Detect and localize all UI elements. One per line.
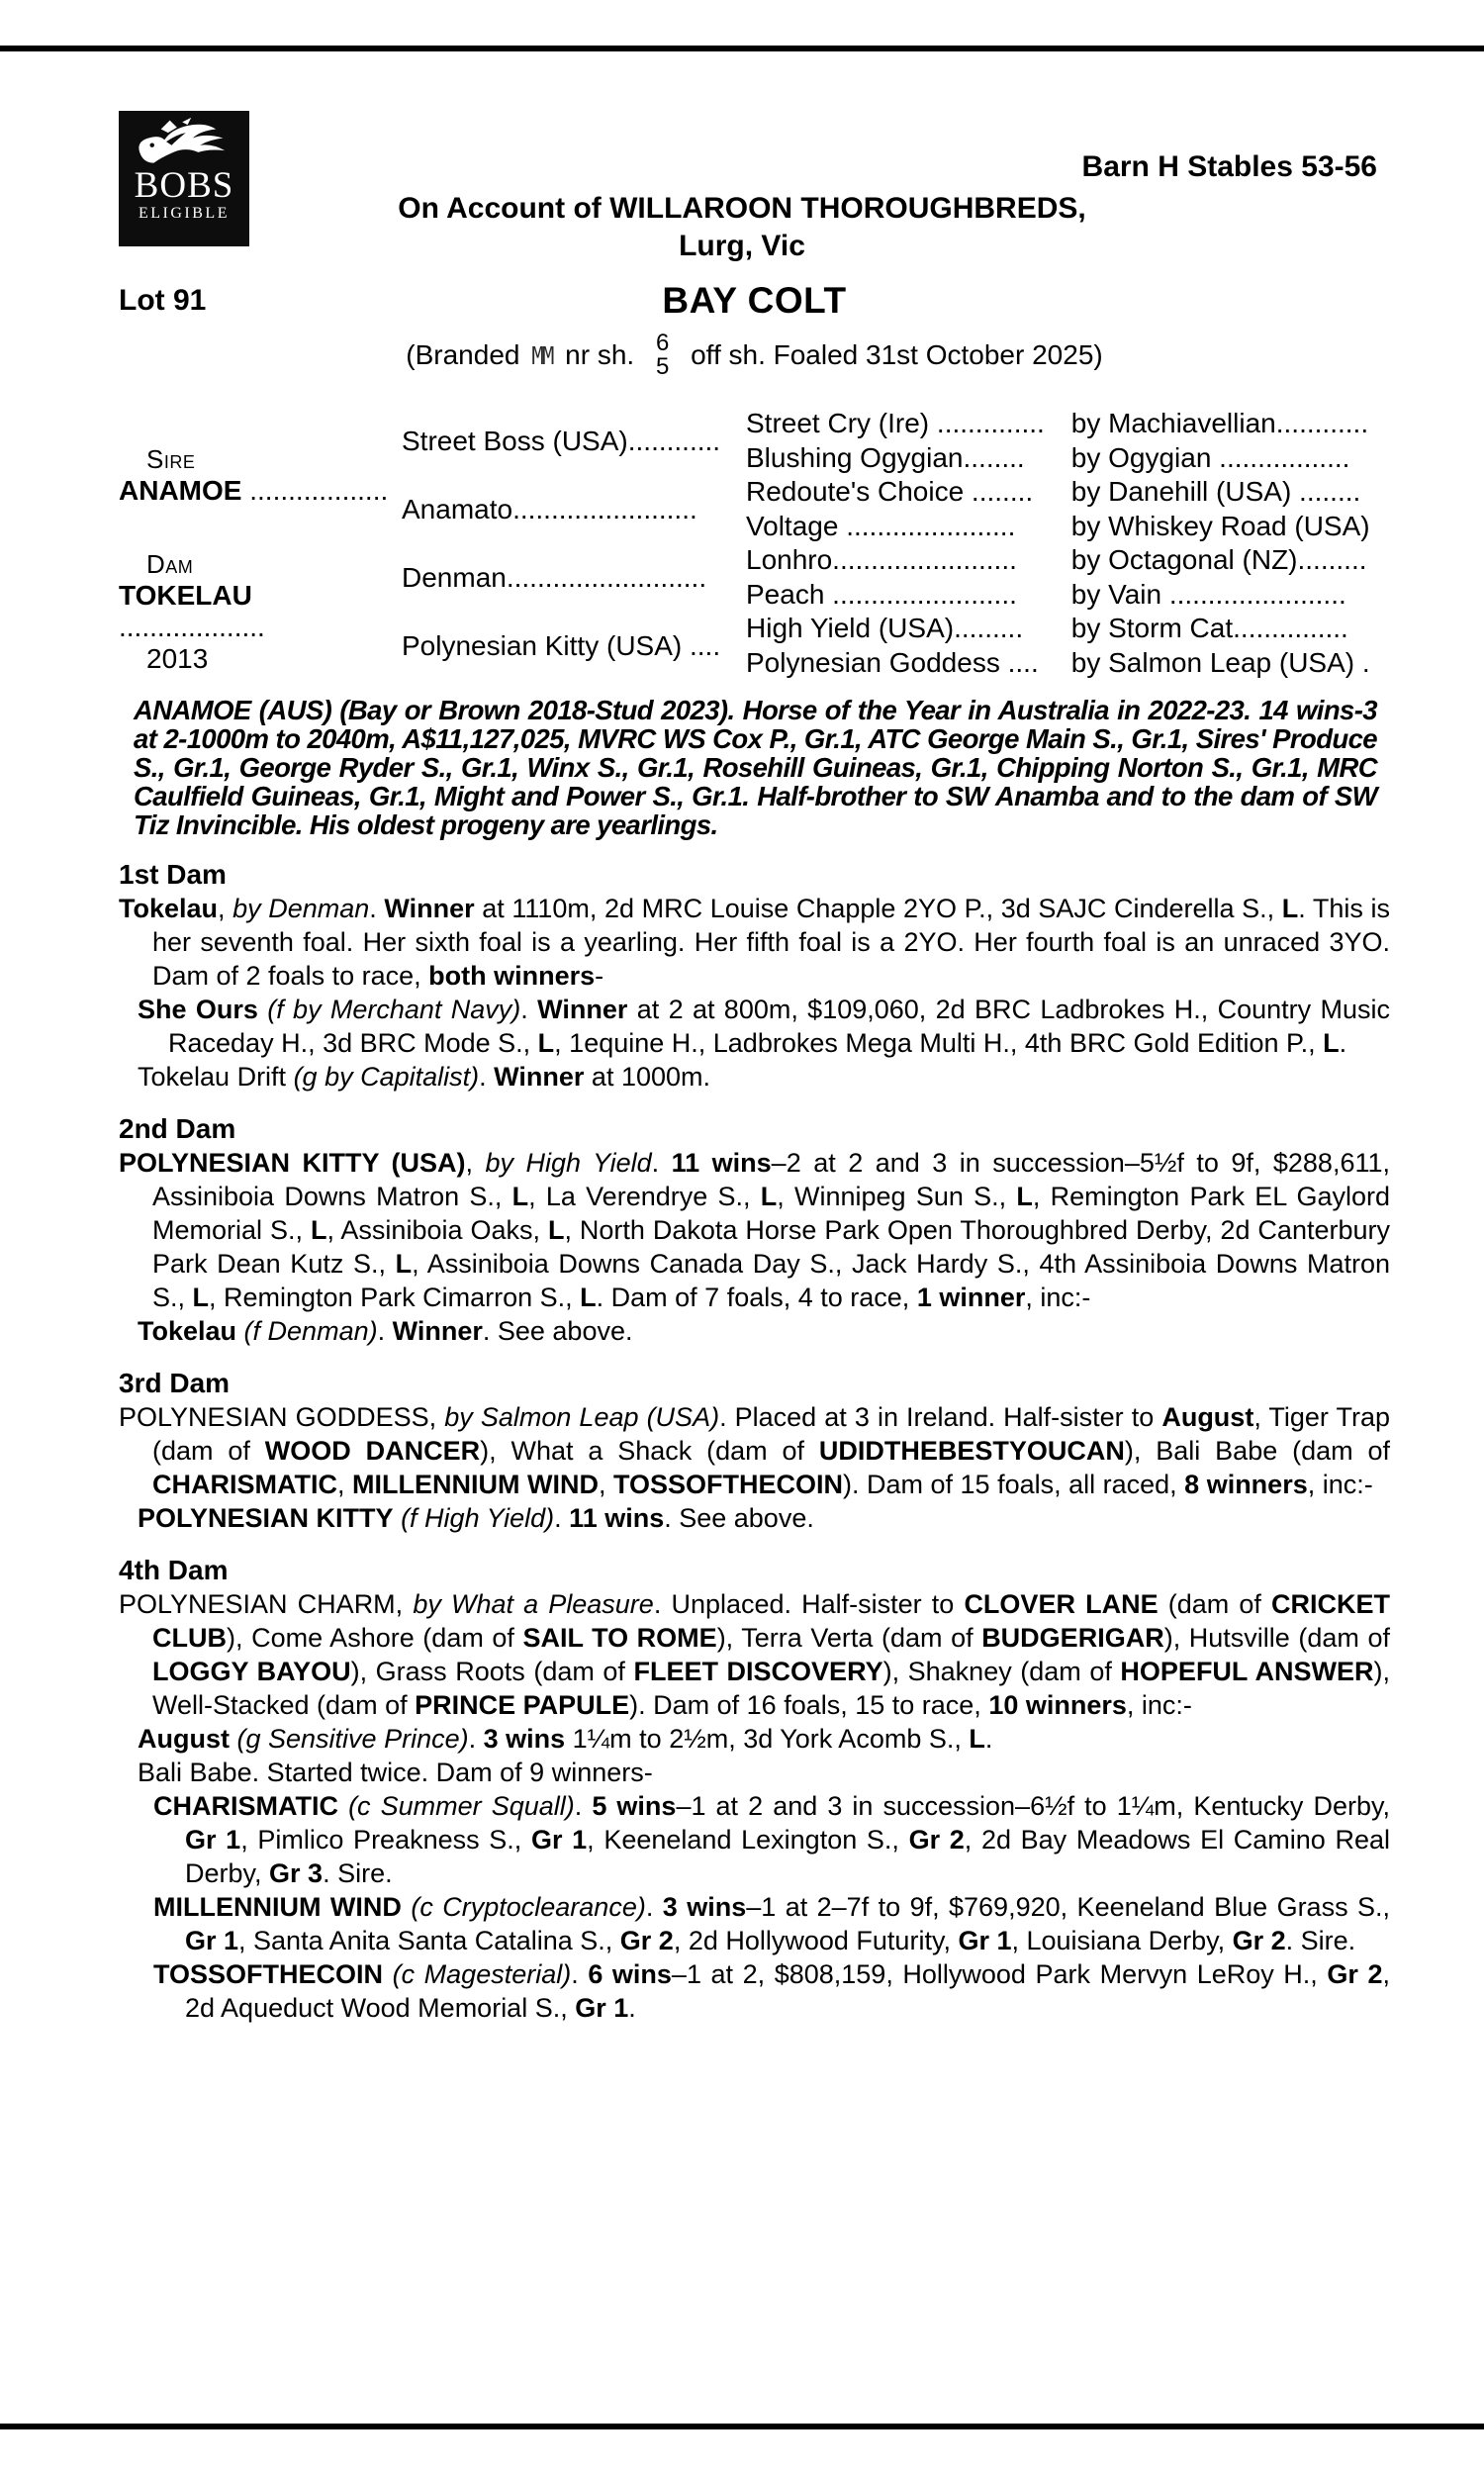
text-segment: ), Well-Stacked (dam of bbox=[152, 1657, 1390, 1720]
pedigree-parent: Denman.......................... bbox=[402, 561, 707, 593]
text-segment: Tokelau bbox=[119, 894, 219, 923]
text-segment: . Sire. bbox=[1285, 1926, 1356, 1955]
great-grandsire-name: by Ogygian ................. bbox=[1070, 441, 1350, 473]
pedigree-row bbox=[746, 475, 1390, 510]
text-segment: ), Grass Roots (dam of bbox=[350, 1657, 634, 1686]
pedigree-table bbox=[119, 407, 1390, 680]
vendor-account-line: On Account of WILLAROON THOROUGHBREDS, bbox=[398, 192, 1086, 225]
text-segment: Gr 2 bbox=[1232, 1926, 1286, 1955]
text-segment: Winner bbox=[537, 995, 628, 1024]
text-segment: . See above. bbox=[664, 1503, 814, 1533]
text-segment: TOSSOFTHECOIN bbox=[153, 1959, 384, 1989]
text-segment: L bbox=[511, 1182, 529, 1211]
text-segment: , 1equine H., Ladbrokes Mega Multi H., 4th BRC Gold Edition P., bbox=[554, 1028, 1324, 1058]
text-segment: - bbox=[595, 961, 604, 991]
text-segment: . This is her seventh foal. Her sixth foal is a yearling. Her fifth foal is a 2YO. Her fourth foal is an unraced 3YO. Dam of 2 foals to race, bbox=[152, 894, 1390, 991]
pedigree-paragraph bbox=[119, 1314, 1390, 1348]
text-segment: . Unplaced. Half-sister to bbox=[653, 1589, 965, 1619]
pedigree-row bbox=[746, 612, 1390, 646]
text-segment: (f by Merchant Navy) bbox=[267, 995, 521, 1024]
text-segment: 5 wins bbox=[592, 1791, 677, 1821]
text-segment: , Remington Park EL Gaylord Memorial S., bbox=[152, 1182, 1391, 1245]
text-segment: POLYNESIAN KITTY (USA) bbox=[119, 1148, 466, 1178]
great-grandsire-name: by Octagonal (NZ)......... bbox=[1070, 544, 1367, 576]
horse-head-icon bbox=[119, 117, 249, 168]
text-segment: ), What a Shack (dam of bbox=[480, 1436, 819, 1466]
pedigree-parent: Street Boss (USA)............ bbox=[402, 425, 721, 456]
text-segment: CRICKET CLUB bbox=[152, 1589, 1390, 1653]
text-segment: L bbox=[1323, 1028, 1340, 1058]
logo-text-bobs: BOBS bbox=[134, 165, 234, 206]
bobs-eligible-logo bbox=[119, 111, 249, 246]
text-segment: –1 at 2 and 3 in succession–6½f to 1¼m, Kentucky Derby, bbox=[676, 1791, 1390, 1821]
text-segment: –1 at 2, $808,159, Hollywood Park Mervyn LeRoy H., bbox=[671, 1959, 1328, 1989]
pedigree-row bbox=[746, 407, 1390, 441]
pedigree-paragraph bbox=[119, 1756, 1390, 1789]
text-segment: LOGGY BAYOU bbox=[152, 1657, 351, 1686]
text-segment: TOSSOFTHECOIN bbox=[612, 1470, 844, 1499]
great-grandsire-name: by Storm Cat............... bbox=[1070, 613, 1348, 644]
text-segment: ), Come Ashore (dam of bbox=[227, 1623, 523, 1653]
text-segment: . Placed at 3 in Ireland. Half-sister to bbox=[719, 1402, 1162, 1432]
pedigree-paragraph bbox=[119, 1722, 1390, 1756]
text-segment: Winner bbox=[494, 1062, 585, 1092]
text-segment: CHARISMATIC bbox=[152, 1470, 337, 1499]
text-segment: , Assiniboia Downs Canada Day S., Jack Hardy S., 4th Assiniboia Downs Matron S., bbox=[152, 1249, 1390, 1312]
pedigree-paragraph bbox=[119, 1957, 1390, 2025]
sire-label: Sire bbox=[146, 443, 196, 474]
text-segment: MILLENNIUM WIND bbox=[352, 1470, 599, 1499]
text-segment: L bbox=[537, 1028, 555, 1058]
text-segment: ), Terra Verta (dam of bbox=[716, 1623, 982, 1653]
sire-dots: .................. bbox=[241, 474, 389, 506]
dam-name-line bbox=[119, 580, 402, 643]
branding-foaling-line bbox=[119, 332, 1390, 393]
sire-name-line bbox=[119, 475, 402, 507]
text-segment bbox=[258, 995, 267, 1024]
pedigree-paragraph bbox=[119, 892, 1390, 993]
text-segment: , 2d Aqueduct Wood Memorial S., bbox=[185, 1959, 1391, 2023]
text-segment: She Ours bbox=[138, 995, 258, 1024]
text-segment: ), Shakney (dam of bbox=[882, 1657, 1121, 1686]
grandparent-name: Lonhro........................ bbox=[746, 544, 1017, 576]
text-segment: BUDGERIGAR bbox=[981, 1623, 1164, 1653]
pedigree-row bbox=[746, 543, 1390, 578]
text-segment: L bbox=[1016, 1182, 1033, 1211]
text-segment: 11 wins bbox=[569, 1503, 665, 1533]
text-segment: 6 wins bbox=[588, 1959, 672, 1989]
text-segment: (dam of bbox=[1158, 1589, 1271, 1619]
text-segment: Winner bbox=[392, 1316, 483, 1346]
sire-name: ANAMOE bbox=[119, 474, 242, 506]
text-segment: Gr 1 bbox=[185, 1825, 241, 1855]
dam-foaling-year: 2013 bbox=[146, 642, 209, 674]
text-segment: . bbox=[645, 1892, 663, 1922]
text-segment bbox=[383, 1959, 393, 1989]
text-segment: Gr 2 bbox=[1327, 1959, 1383, 1989]
vendor-location: Lurg, Vic bbox=[679, 230, 805, 262]
text-segment bbox=[394, 1503, 402, 1533]
text-segment: 3 wins bbox=[483, 1724, 566, 1754]
logo-text-eligible: ELIGIBLE bbox=[139, 205, 230, 222]
text-segment: ). Dam of 15 foals, all raced, bbox=[843, 1470, 1185, 1499]
text-segment: Tokelau Drift bbox=[138, 1062, 294, 1092]
text-segment: by Salmon Leap (USA) bbox=[444, 1402, 720, 1432]
text-segment: L bbox=[1281, 894, 1299, 923]
pedigree-parent: Polynesian Kitty (USA) .... bbox=[402, 629, 721, 661]
great-grandsire-name: by Danehill (USA) ........ bbox=[1070, 476, 1361, 508]
pedigree-grandparents-column bbox=[746, 407, 1390, 680]
text-segment: Gr 2 bbox=[619, 1926, 674, 1955]
text-segment: Gr 1 bbox=[958, 1926, 1012, 1955]
pedigree-paragraph bbox=[119, 1060, 1390, 1094]
great-grandsire-name: by Whiskey Road (USA) bbox=[1070, 510, 1370, 541]
pedigree-paragraph bbox=[119, 1890, 1390, 1957]
text-segment: . bbox=[377, 1316, 393, 1346]
text-segment: , 2d Bay Meadows El Camino Real Derby, bbox=[185, 1825, 1390, 1888]
text-segment: Winner bbox=[384, 894, 475, 923]
text-segment: , Santa Anita Santa Catalina S., bbox=[238, 1926, 620, 1955]
text-segment: 10 winners bbox=[988, 1690, 1127, 1720]
text-segment: , bbox=[336, 1470, 352, 1499]
text-segment: , Assiniboia Oaks, bbox=[326, 1215, 548, 1245]
text-segment: 8 winners bbox=[1184, 1470, 1308, 1499]
dam-dots: ................... bbox=[119, 611, 265, 642]
grandparent-name: Peach ........................ bbox=[746, 578, 1017, 610]
text-segment: UDIDTHEBESTYOUCAN bbox=[818, 1436, 1125, 1466]
text-segment: . Sire. bbox=[323, 1858, 393, 1888]
text-segment: ), Hutsville (dam of bbox=[1163, 1623, 1390, 1653]
text-segment: . bbox=[574, 1791, 593, 1821]
lot-title-row bbox=[119, 280, 1390, 326]
text-segment: ), Bali Babe (dam of bbox=[1124, 1436, 1390, 1466]
dam-sections bbox=[119, 858, 1390, 2025]
dam-name: TOKELAU bbox=[119, 579, 252, 611]
text-segment: , Keeneland Lexington S., bbox=[587, 1825, 909, 1855]
pedigree-paragraph bbox=[119, 1146, 1390, 1314]
grandparent-name: Voltage ...................... bbox=[746, 510, 1016, 541]
top-rule bbox=[0, 46, 1484, 51]
text-segment: . bbox=[571, 1959, 589, 1989]
lot-number: Lot 91 bbox=[119, 284, 207, 317]
text-segment: 1 winner bbox=[916, 1283, 1026, 1312]
pedigree-paragraph bbox=[119, 1400, 1390, 1501]
text-segment: August bbox=[138, 1724, 230, 1754]
pedigree-paragraph bbox=[119, 1789, 1390, 1890]
text-segment: , bbox=[598, 1470, 613, 1499]
text-segment: , inc:- bbox=[1025, 1283, 1091, 1312]
text-segment: L bbox=[395, 1249, 413, 1279]
dam-label: Dam bbox=[146, 548, 194, 579]
text-segment: , 2d Hollywood Futurity, bbox=[673, 1926, 959, 1955]
text-segment: –1 at 2–7f to 9f, $769,920, Keeneland Blue Grass S., bbox=[746, 1892, 1391, 1922]
grandparent-name: Street Cry (Ire) .............. bbox=[746, 408, 1045, 439]
text-segment: SAIL TO ROME bbox=[522, 1623, 717, 1653]
text-segment: Gr 2 bbox=[908, 1825, 965, 1855]
text-segment: . bbox=[369, 894, 385, 923]
text-segment: Tokelau bbox=[138, 1316, 237, 1346]
text-segment: POLYNESIAN KITTY bbox=[138, 1503, 394, 1533]
text-segment: at 2 at 800m, $109,060, 2d BRC Ladbrokes H., Country Music Raceday H., 3d BRC Mode S., bbox=[168, 995, 1390, 1058]
text-segment bbox=[338, 1791, 348, 1821]
text-segment: , bbox=[465, 1148, 486, 1178]
text-segment: (c Summer Squall) bbox=[348, 1791, 575, 1821]
text-segment: . bbox=[520, 995, 538, 1024]
text-segment: L bbox=[192, 1283, 210, 1312]
dam-section-heading: 2nd Dam bbox=[119, 1113, 236, 1144]
dam-section bbox=[119, 1367, 1390, 1535]
text-segment: (f Denman) bbox=[243, 1316, 378, 1346]
branded-open: (Branded bbox=[406, 339, 520, 370]
text-segment: Gr 1 bbox=[575, 1993, 629, 2023]
text-segment: by Denman bbox=[232, 894, 370, 923]
text-segment: (g by Capitalist) bbox=[293, 1062, 480, 1092]
barn-stables-label: Barn H Stables 53-56 bbox=[1081, 150, 1377, 183]
text-segment bbox=[236, 1316, 244, 1346]
text-segment: Gr 1 bbox=[530, 1825, 588, 1855]
text-segment: L bbox=[580, 1283, 597, 1312]
text-segment: , Pimlico Preakness S., bbox=[240, 1825, 531, 1855]
text-segment bbox=[402, 1892, 411, 1922]
grandparent-name: Redoute's Choice ........ bbox=[746, 476, 1034, 508]
text-segment: POLYNESIAN CHARM, bbox=[119, 1589, 414, 1619]
great-grandsire-name: by Salmon Leap (USA) . bbox=[1070, 646, 1370, 678]
dam-section bbox=[119, 858, 1390, 1094]
pedigree-paragraph bbox=[119, 1501, 1390, 1535]
dam-section bbox=[119, 1112, 1390, 1348]
text-segment: , Remington Park Cimarron S., bbox=[209, 1283, 581, 1312]
text-segment: , La Verendrye S., bbox=[528, 1182, 761, 1211]
pedigree-sire-block bbox=[119, 407, 402, 543]
main-column bbox=[119, 280, 1390, 2025]
text-segment: (c Magesterial) bbox=[392, 1959, 572, 1989]
pedigree-subject-column bbox=[119, 407, 402, 680]
text-segment: . bbox=[554, 1503, 570, 1533]
branded-near-shoulder: nr sh. bbox=[565, 339, 635, 370]
text-segment: L bbox=[969, 1724, 985, 1754]
pedigree-paragraph bbox=[119, 993, 1390, 1060]
brand-number-top: 6 bbox=[655, 330, 670, 356]
pedigree-row bbox=[746, 646, 1390, 681]
pedigree-paragraph bbox=[119, 1587, 1390, 1722]
text-segment: , Tiger Trap (dam of bbox=[152, 1402, 1391, 1466]
text-segment: (c Cryptoclearance) bbox=[411, 1892, 646, 1922]
text-segment: at 1000m. bbox=[584, 1062, 710, 1092]
brand-number-bottom: 5 bbox=[655, 353, 670, 380]
pedigree-row bbox=[746, 441, 1390, 476]
text-segment: WOOD DANCER bbox=[264, 1436, 481, 1466]
text-segment: . bbox=[651, 1148, 672, 1178]
text-segment: HOPEFUL ANSWER bbox=[1120, 1657, 1374, 1686]
text-segment: August bbox=[1161, 1402, 1254, 1432]
text-segment: MILLENNIUM WIND bbox=[153, 1892, 402, 1922]
text-segment: POLYNESIAN GODDESS, bbox=[119, 1402, 445, 1432]
text-segment: . bbox=[984, 1724, 993, 1754]
grandparent-name: Polynesian Goddess .... bbox=[746, 646, 1039, 678]
text-segment: (f High Yield) bbox=[401, 1503, 555, 1533]
great-grandsire-name: by Vain ....................... bbox=[1070, 578, 1346, 610]
text-segment: Gr 1 bbox=[185, 1926, 239, 1955]
brand-mark-icon: MM bbox=[531, 340, 554, 370]
text-segment: FLEET DISCOVERY bbox=[633, 1657, 883, 1686]
text-segment: PRINCE PAPULE bbox=[415, 1690, 630, 1720]
dam-section-heading: 1st Dam bbox=[119, 859, 227, 890]
text-segment: L bbox=[760, 1182, 778, 1211]
dam-section-heading: 4th Dam bbox=[119, 1555, 229, 1585]
text-segment: . bbox=[628, 1993, 636, 2023]
text-segment: . bbox=[1339, 1028, 1347, 1058]
text-segment: 1¼m to 2½m, 3d York Acomb S., bbox=[565, 1724, 970, 1754]
text-segment: Gr 3 bbox=[269, 1858, 324, 1888]
pedigree-row bbox=[746, 510, 1390, 544]
text-segment: , inc:- bbox=[1126, 1690, 1192, 1720]
dam-section-heading: 3rd Dam bbox=[119, 1368, 231, 1398]
text-segment: , bbox=[218, 894, 233, 923]
bottom-rule bbox=[0, 2424, 1484, 2429]
text-segment: Bali Babe. Started twice. Dam of 9 winners- bbox=[138, 1758, 653, 1787]
text-segment: by High Yield bbox=[485, 1148, 652, 1178]
text-segment: 11 wins bbox=[671, 1148, 772, 1178]
text-segment: ). Dam of 16 foals, 15 to race, bbox=[629, 1690, 989, 1720]
text-segment: , North Dakota Horse Park Open Thoroughbred Derby, 2d Canterbury Park Dean Kutz S., bbox=[152, 1215, 1390, 1279]
text-segment: , Louisiana Derby, bbox=[1011, 1926, 1233, 1955]
text-segment: L bbox=[547, 1215, 565, 1245]
text-segment bbox=[230, 1724, 237, 1754]
pedigree-dam-block bbox=[119, 543, 402, 680]
pedigree-parent: Anamato........................ bbox=[402, 493, 697, 524]
grandparent-name: High Yield (USA)......... bbox=[746, 613, 1024, 644]
text-segment: by What a Pleasure bbox=[413, 1589, 654, 1619]
text-segment: (g Sensitive Prince) bbox=[236, 1724, 469, 1754]
text-segment: 3 wins bbox=[662, 1892, 747, 1922]
pedigree-row bbox=[746, 578, 1390, 613]
text-segment: , Winnipeg Sun S., bbox=[777, 1182, 1017, 1211]
text-segment: . bbox=[479, 1062, 495, 1092]
branded-close: off sh. Foaled 31st October 2025) bbox=[691, 339, 1103, 370]
text-segment: . bbox=[468, 1724, 484, 1754]
text-segment: L bbox=[310, 1215, 327, 1245]
text-segment: , inc:- bbox=[1307, 1470, 1373, 1499]
great-grandsire-name: by Machiavellian............ bbox=[1070, 408, 1369, 439]
text-segment: both winners bbox=[428, 961, 596, 991]
dam-section bbox=[119, 1554, 1390, 2025]
text-segment: . See above. bbox=[482, 1316, 633, 1346]
brand-number-fraction bbox=[656, 332, 669, 379]
text-segment: –2 at 2 and 3 in succession–5½f to 9f, $288,611, Assiniboia Downs Matron S., bbox=[152, 1148, 1390, 1211]
grandparent-name: Blushing Ogygian........ bbox=[746, 441, 1025, 473]
text-segment: CHARISMATIC bbox=[153, 1791, 338, 1821]
text-segment: CLOVER LANE bbox=[964, 1589, 1159, 1619]
sire-record-note: ANAMOE (AUS) (Bay or Brown 2018-Stud 2023). Horse of the Year in Australia in 2022-23. 14 wins-3 at 2-1000m to 2040m, A$11,127,025, MVRC WS Cox P., Gr.1, ATC George Main S., Gr.1, Sires' Produce S., Gr.1, George Ryder S., Gr.1, Winx S., Gr.1, Rosehill Guineas, Gr.1, Chipping Norton S., Gr.1, MRC Caulfield Guineas, Gr.1, Might and Power S., Gr.1. Half-brother to SW Anamba and to the dam of SW Tiz Invincible. His oldest progeny are yearlings. bbox=[134, 695, 1377, 840]
horse-description-title: BAY COLT bbox=[662, 280, 847, 321]
text-segment: at 1110m, 2d MRC Louise Chapple 2YO P., 3d SAJC Cinderella S., bbox=[474, 894, 1282, 923]
text-segment: . Dam of 7 foals, 4 to race, bbox=[596, 1283, 917, 1312]
pedigree-parents-column bbox=[402, 407, 746, 680]
